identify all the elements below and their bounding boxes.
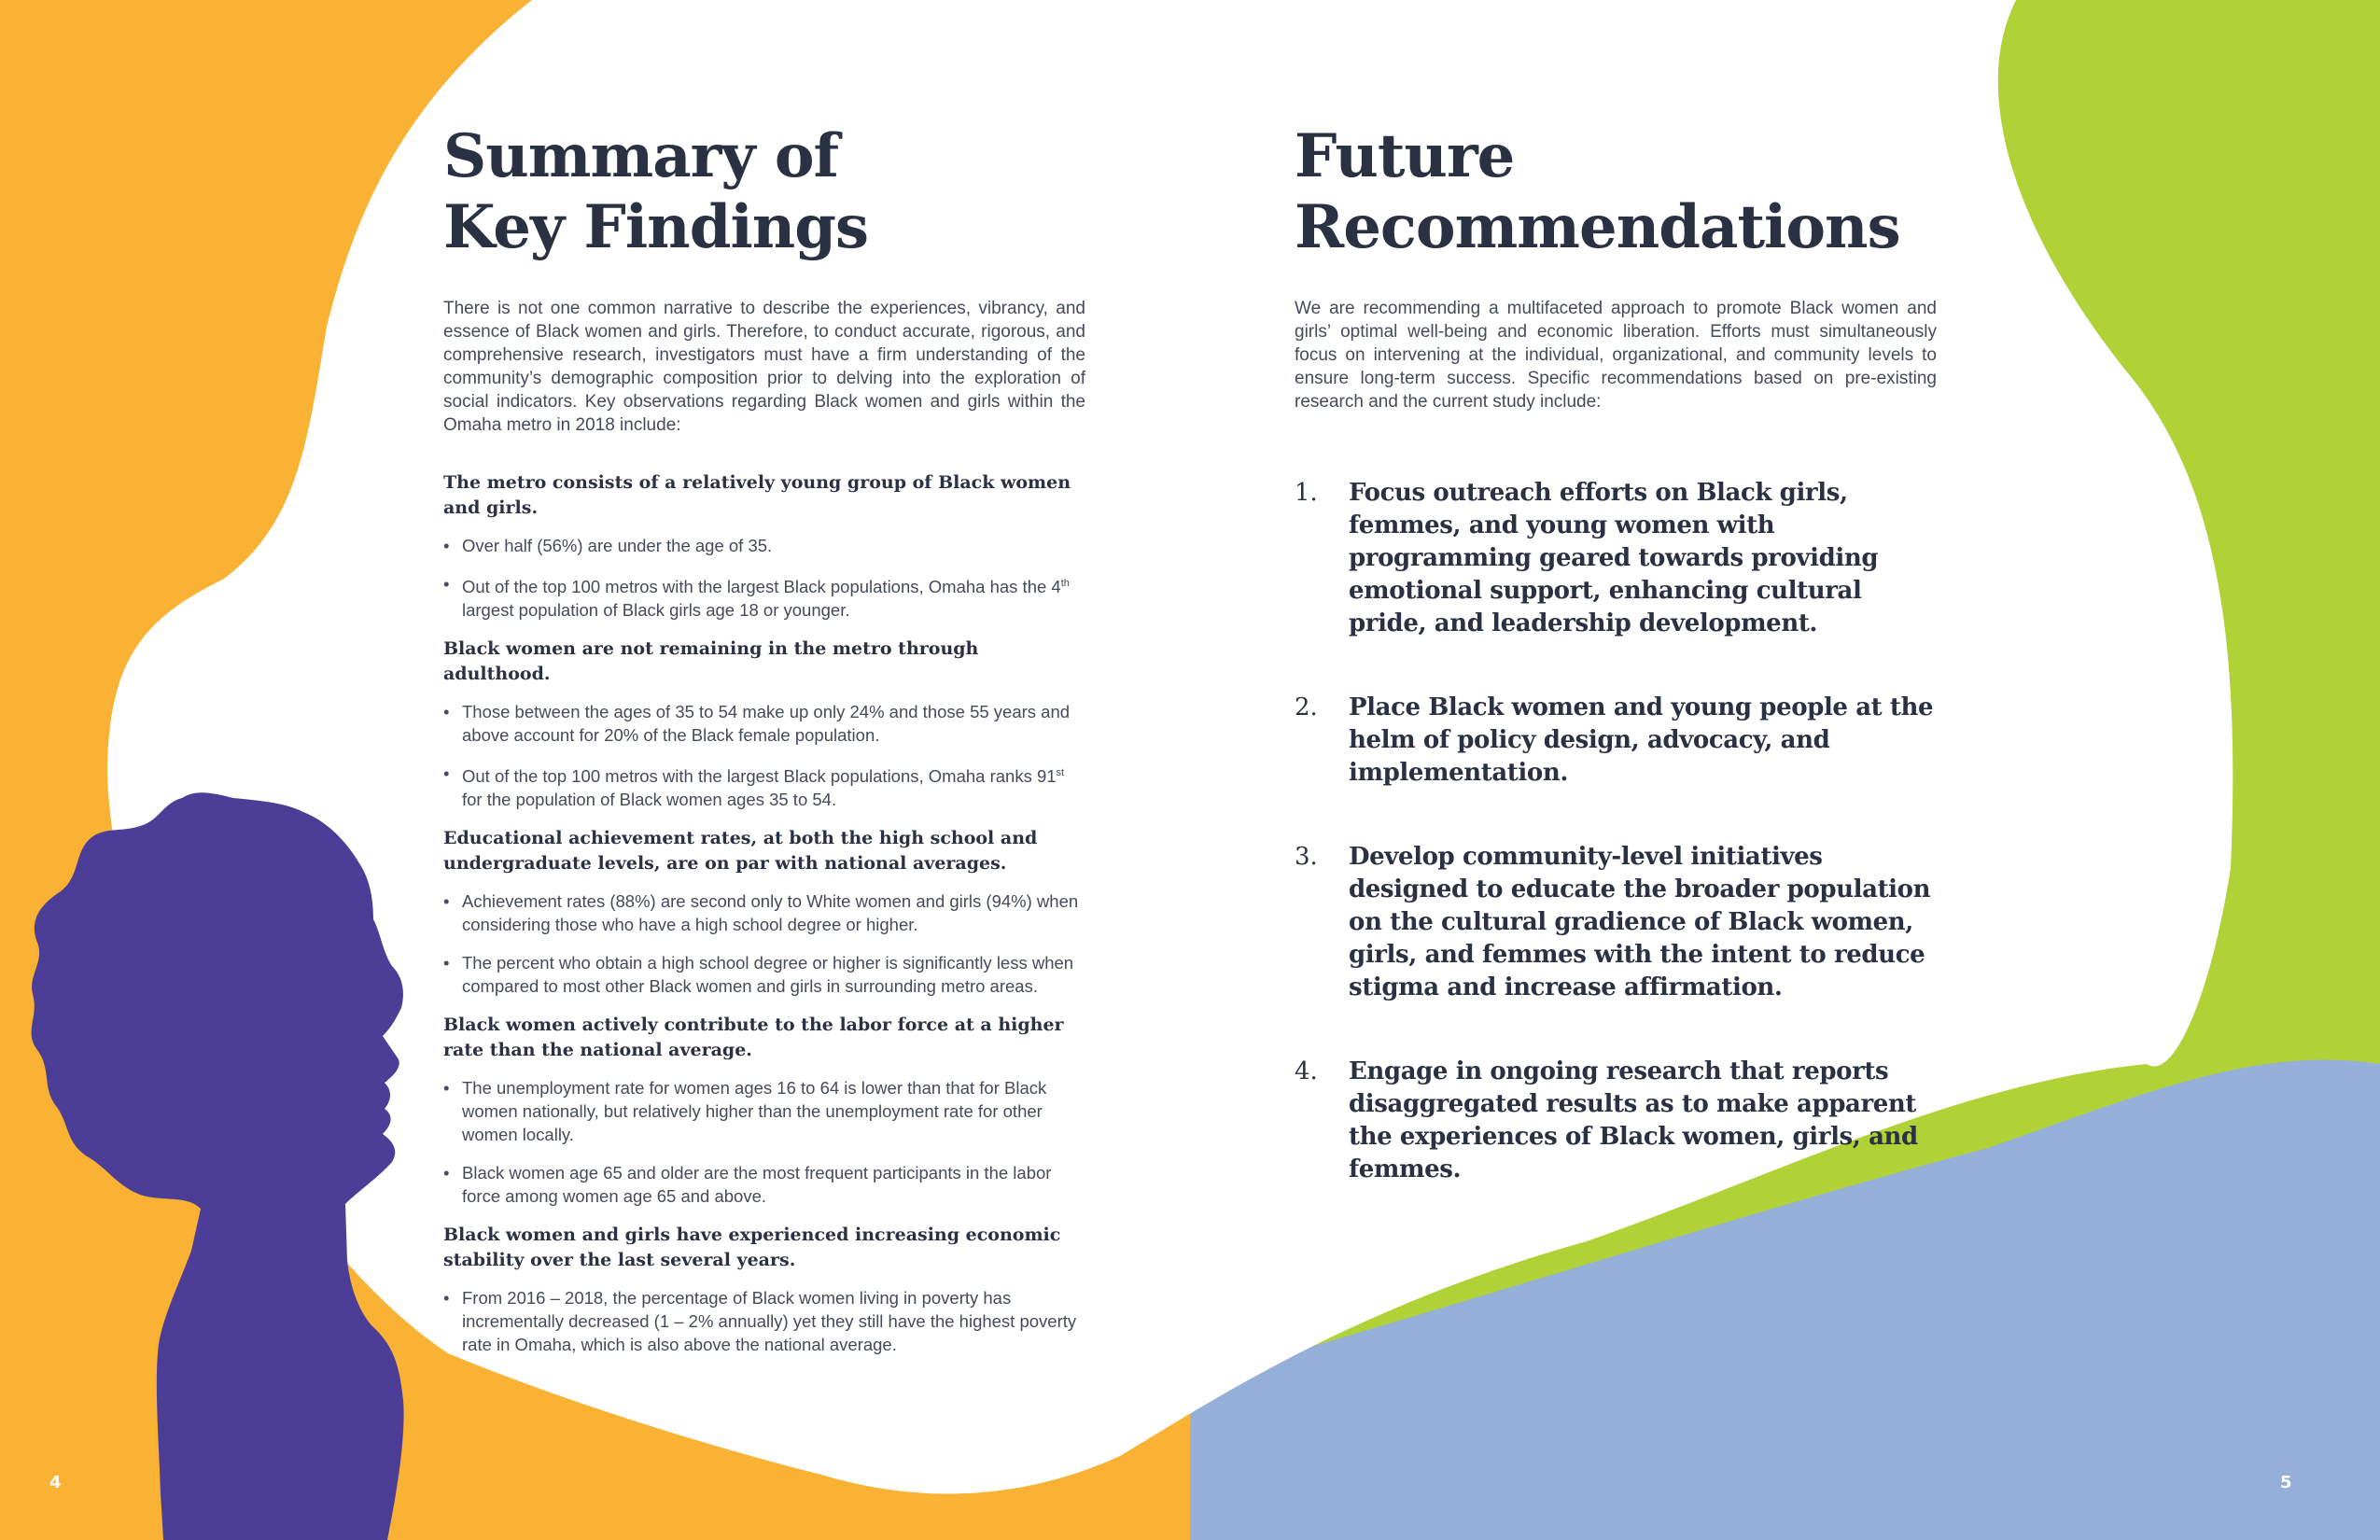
right-title-line-2: Recommendations xyxy=(1295,192,1900,262)
recommendation-item xyxy=(1295,1056,1937,1186)
right-page-title xyxy=(1295,121,1937,263)
recommendation-item xyxy=(1295,841,1937,1004)
left-column xyxy=(443,121,1085,1356)
right-column xyxy=(1295,121,1937,1186)
finding-bullet: • Those between the ages of 35 to 54 make up only 24% and those 55 years and above account for 20% of the Black female population. xyxy=(443,700,1085,747)
recommendation-number: 1. xyxy=(1295,479,1318,507)
recommendation-number: 3. xyxy=(1295,843,1318,871)
right-page-number: 5 xyxy=(2280,1473,2292,1492)
recommendation-text: Engage in ongoing research that reports disaggregated results as to make apparent the experiences of Black women, girls, and femmes. xyxy=(1349,1057,1918,1183)
finding-bullet: • Achievement rates (88%) are second only to White women and girls (94%) when considering those who have a high school degree or higher. xyxy=(443,889,1085,936)
recommendation-number: 2. xyxy=(1295,693,1318,721)
recommendation-item xyxy=(1295,692,1937,790)
recommendations-list xyxy=(1295,477,1937,1186)
right-title-line-1: Future xyxy=(1295,121,1515,191)
recommendation-text: Develop community-level initiatives designed to educate the broader population on the cultural gradience of Black women, girls, and femmes with the intent to reduce stigma and increase affirmation. xyxy=(1349,843,1931,1001)
finding-bullet: • Out of the top 100 metros with the largest Black populations, Omaha has the 4th largest population of Black girls age 18 or younger. xyxy=(443,572,1085,622)
left-title-line-2: Key Findings xyxy=(443,192,869,262)
finding-heading: The metro consists of a relatively young group of Black women and girls. xyxy=(443,472,1071,518)
recommendation-text: Place Black women and young people at the helm of policy design, advocacy, and implementation. xyxy=(1349,693,1934,787)
finding-section xyxy=(443,1013,1085,1208)
finding-bullet: • Out of the top 100 metros with the largest Black populations, Omaha ranks 91st for the population of Black women ages 35 to 54. xyxy=(443,762,1085,811)
finding-bullet: • The unemployment rate for women ages 16 to 64 is lower than that for Black women nationally, but relatively higher than the unemployment rate for other women locally. xyxy=(443,1076,1085,1146)
finding-section xyxy=(443,1223,1085,1356)
recommendation-text: Focus outreach efforts on Black girls, femmes, and young women with programming geared towards providing emotional support, enhancing cultural pride, and leadership development. xyxy=(1349,479,1879,637)
left-page-number: 4 xyxy=(49,1473,62,1492)
findings-list xyxy=(443,470,1085,1356)
finding-heading: Black women and girls have experienced increasing economic stability over the last several years. xyxy=(443,1225,1061,1271)
left-page-title xyxy=(443,121,1085,263)
finding-section xyxy=(443,637,1085,811)
finding-bullet: • The percent who obtain a high school degree or higher is significantly less when compared to most other Black women and girls in surrounding metro areas. xyxy=(443,951,1085,998)
left-intro-paragraph: There is not one common narrative to describe the experiences, vibrancy, and essence of Black women and girls. Therefore, to conduct accurate, rigorous, and comprehensive research, investigators must have a firm understanding of the community’s demographic composition prior to delving into the exploration of social indicators. Key observations regarding Black women and girls within the Omaha metro in 2018 include: xyxy=(443,299,1085,435)
finding-bullet: • Black women age 65 and older are the most frequent participants in the labor force among women age 65 and above. xyxy=(443,1161,1085,1208)
left-title-line-1: Summary of xyxy=(443,121,839,191)
finding-bullet: • From 2016 – 2018, the percentage of Black women living in poverty has incrementally decreased (1 – 2% annually) yet they still have the highest poverty rate in Omaha, which is also above the national average. xyxy=(443,1286,1085,1356)
finding-bullet: • Over half (56%) are under the age of 35. xyxy=(443,534,1085,557)
finding-section xyxy=(443,470,1085,622)
finding-section xyxy=(443,826,1085,998)
finding-heading: Black women are not remaining in the metro through adulthood. xyxy=(443,638,979,685)
finding-heading: Black women actively contribute to the labor force at a higher rate than the national average. xyxy=(443,1015,1064,1061)
finding-heading: Educational achievement rates, at both the high school and undergraduate levels, are on par with national averages. xyxy=(443,828,1038,875)
recommendation-item xyxy=(1295,477,1937,640)
right-intro-paragraph: We are recommending a multifaceted approach to promote Black women and girls’ optimal well-being and economic liberation. Efforts must simultaneously focus on intervening at the individual, organizational, and community levels to ensure long-term success. Specific recommendations based on pre-existing research and the current study include: xyxy=(1295,299,1937,412)
recommendation-number: 4. xyxy=(1295,1057,1318,1085)
